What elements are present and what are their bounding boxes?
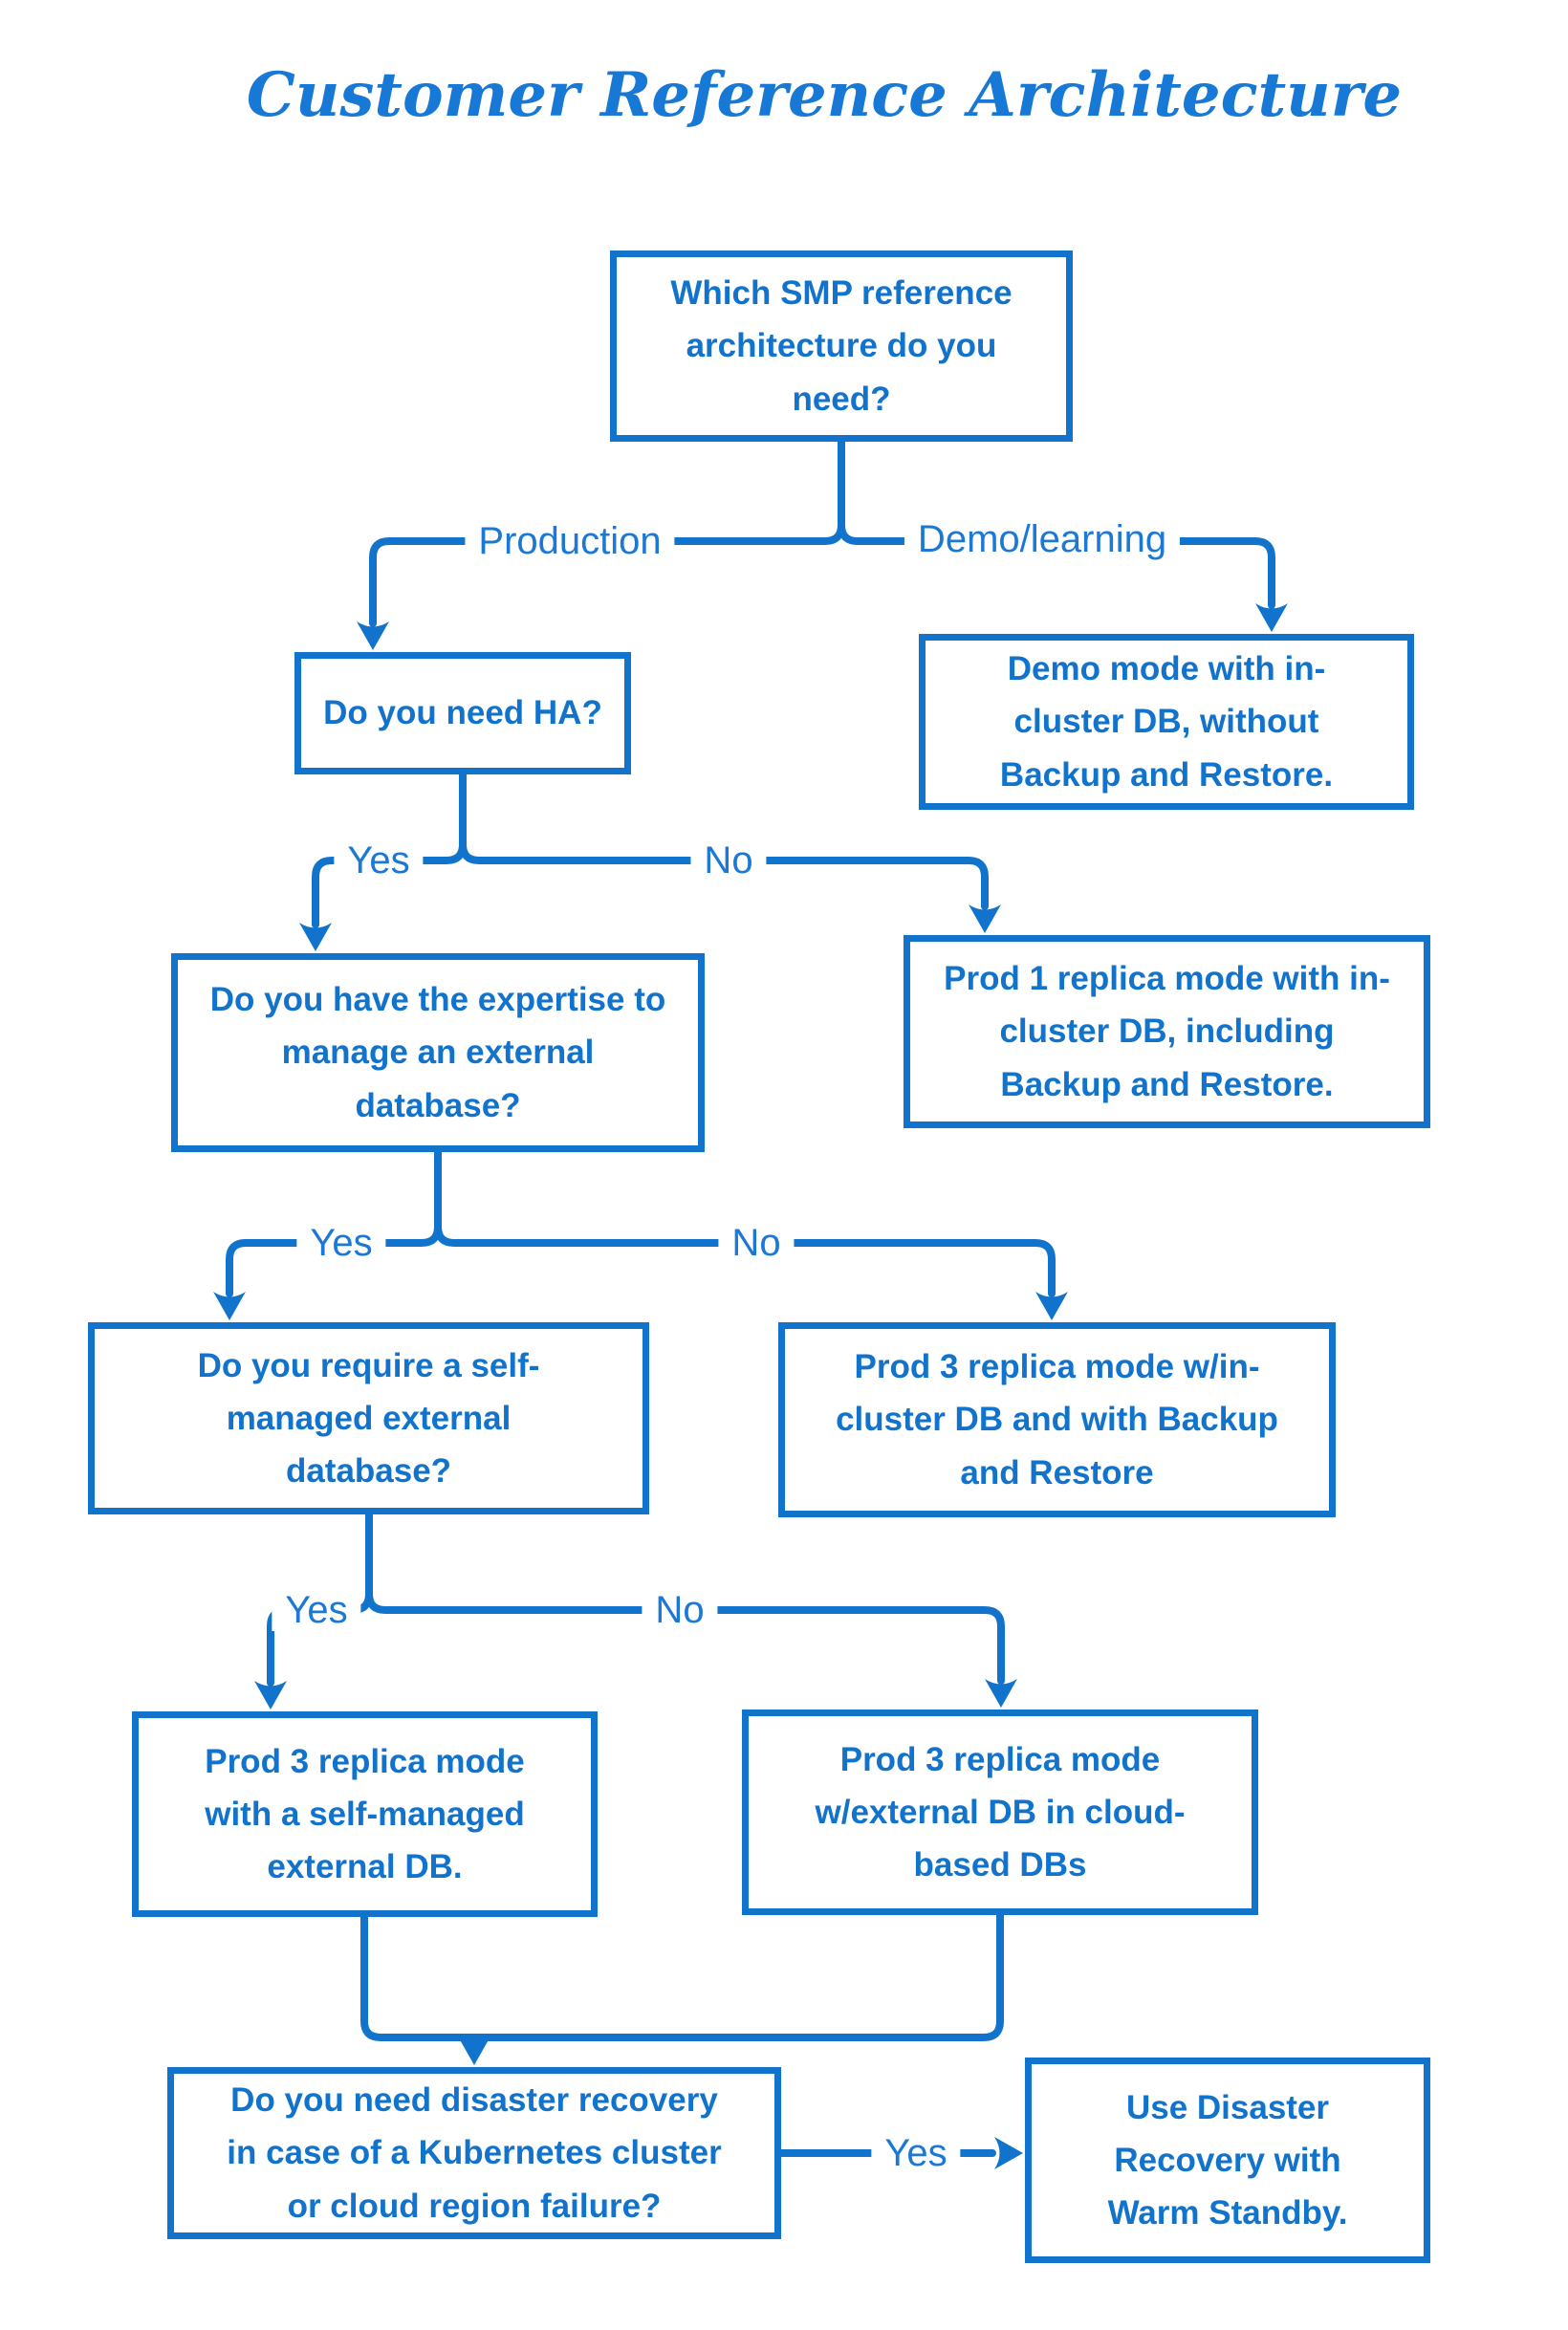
edge-label-demo-learning: Demo/learning bbox=[904, 518, 1180, 560]
edge-label-ha-no: No bbox=[690, 839, 766, 882]
node-prod3-cloud-result: Prod 3 replica mode w/external DB in cloud-based DBs bbox=[742, 1709, 1258, 1915]
arrowhead-dr-yes bbox=[994, 2137, 1023, 2169]
node-prod3-self-managed-result: Prod 3 replica mode with a self-managed external DB. bbox=[132, 1711, 598, 1917]
node-disaster-recovery-result: Use Disaster Recovery with Warm Standby. bbox=[1025, 2058, 1430, 2263]
node-root-question: Which SMP reference architecture do you need? bbox=[610, 250, 1073, 442]
edge-label-dr-yes: Yes bbox=[871, 2132, 960, 2174]
node-disaster-recovery-question: Do you need disaster recovery in case of a Kubernetes cluster or cloud region failure? bbox=[167, 2067, 781, 2239]
node-prod1-result: Prod 1 replica mode with in-cluster DB, including Backup and Restore. bbox=[904, 935, 1430, 1128]
node-demo-result: Demo mode with in-cluster DB, without Backup and Restore. bbox=[919, 634, 1414, 810]
edge-label-production: Production bbox=[465, 520, 674, 562]
edge-label-self-managed-yes: Yes bbox=[272, 1589, 360, 1631]
edge-merge-left bbox=[364, 1917, 474, 2037]
page-title: Customer Reference Architecture bbox=[246, 59, 1403, 131]
edge-merge-right bbox=[474, 1915, 1000, 2037]
node-ha-question: Do you need HA? bbox=[294, 652, 631, 774]
edge-label-self-managed-no: No bbox=[642, 1589, 717, 1631]
edge-label-expertise-yes: Yes bbox=[296, 1222, 385, 1264]
node-expertise-question: Do you have the expertise to manage an external database? bbox=[171, 953, 705, 1152]
edge-label-expertise-no: No bbox=[718, 1222, 794, 1264]
node-self-managed-question: Do you require a self-managed external database? bbox=[88, 1322, 649, 1514]
edge-label-ha-yes: Yes bbox=[334, 839, 423, 882]
node-prod3-incluster-result: Prod 3 replica mode w/in-cluster DB and with Backup and Restore bbox=[778, 1322, 1336, 1517]
